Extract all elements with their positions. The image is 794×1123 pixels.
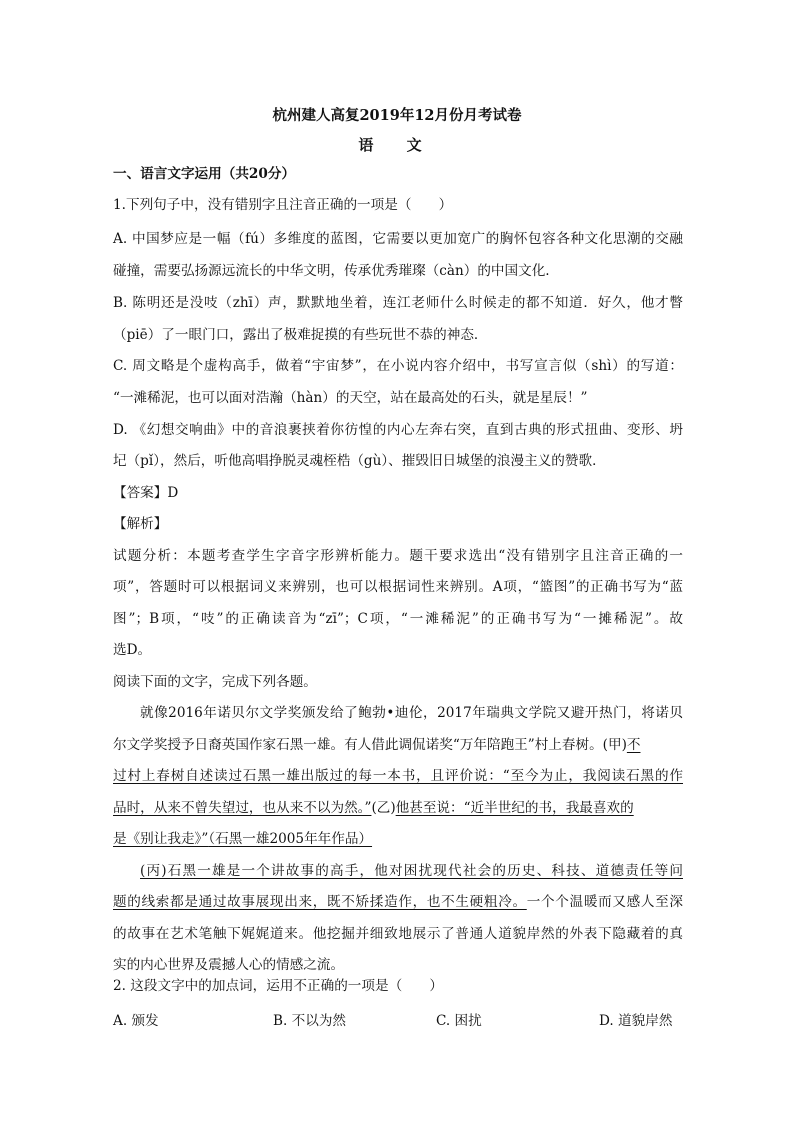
question-1-stem: 1.下列句子中，没有错别字且注音正确的一项是（ ） [113, 197, 453, 213]
q1-option-d-line2: 圮（pǐ），然后，听他高唱挣脱灵魂桎梏（gù）、摧毁旧日城堡的浪漫主义的赞歌． [113, 453, 606, 469]
passage-p1-line2-text: 尔文学奖授予日裔英国作家石黑一雄。有人借此调侃诺奖“万年陪跑王”村上春树。(甲) [113, 737, 627, 753]
q2-option-c: C. 困扰 [436, 1013, 482, 1029]
page-title: 杭州建人高复2019年12月份月考试卷 [272, 107, 522, 124]
section-heading: 一、语言文字运用（共20分） [113, 166, 296, 182]
q1-option-c-line1: C. 周文略是个虚构高手，做着“宇宙梦”，在小说内容介绍中，书写宣言似（shì）的写道： [113, 358, 683, 374]
passage-p2-line2-text: 一个个温暖而又感人至深 [526, 894, 684, 910]
analysis-line2: 项”，答题时可以根据词义来辨别，也可以根据词性来辨别。A项，“篮图”的正确书写为“蓝 [113, 579, 683, 595]
question-2-stem: 2. 这段文字中的加点词，运用不正确的一项是（ ） [113, 978, 443, 994]
analysis-line1: 试题分析：本题考查学生字音字形辨析能力。题干要求选出“没有错别字且注音正确的一 [113, 548, 683, 564]
passage-p1-line4-part1: 品时，从来不曾失望过，也从来不以为然。” [113, 800, 372, 816]
passage-p1-line1: 就像2016年诺贝尔文学奖颁发给了鲍勃•迪伦，2017年瑞典文学院又避开热门，将诺贝 [140, 705, 683, 721]
q2-option-b: B. 不以为然 [273, 1013, 347, 1029]
passage-p1-line5-part1: 是《别让我走》” [113, 831, 209, 847]
passage-p2-line1: (丙)石黑一雄是一个讲故事的高手，他对困扰现代社会的历史、科技、道德责任等问 [140, 863, 683, 879]
q1-option-a-line2: 碰撞，需要弘扬源远流长的中华文明，传承优秀璀璨（càn）的中国文化. [113, 263, 550, 279]
analysis-line3: 图”；B项，“吱”的正确读音为“zī”；C项，“一滩稀泥”的正确书写为“一摊稀泥”。故 [113, 611, 683, 627]
passage-p2-line2-underlined: 题的线索都是通过故事展现出来，既不矫揉造作，也不生硬粗冷。 [113, 894, 527, 910]
q2-option-d: D. 道貌岸然 [599, 1013, 673, 1029]
q2-options [113, 1009, 693, 1029]
passage-p1-line3: 过村上春树自述读过石黑一雄出版过的每一本书，且评价说：“至今为止，我阅读石黑的作 [113, 768, 683, 784]
q1-option-d-line1: D. 《幻想交响曲》中的音浪裹挟着你彷惶的内心左奔右突，直到古典的形式扭曲、变形、坍 [113, 422, 683, 438]
passage-p2-line3: 的故事在艺术笔触下娓娓道来。他挖掘并细致地展示了普通人道貌岸然的外表下隐藏着的真 [113, 926, 683, 942]
passage-p1-line4-part2: 他甚至说：“近半世纪的书，我最喜欢的 [395, 800, 634, 816]
q1-option-c-line2: “一滩稀泥，也可以面对浩瀚（hàn）的天空，站在最高处的石头，就是星辰！” [113, 390, 588, 406]
reading-instruction: 阅读下面的文字，完成下列各题。 [113, 674, 317, 690]
passage-p1-line2 [113, 736, 683, 754]
passage-p2-line4: 实的内心世界及震撼人心的情感之流。 [113, 957, 345, 973]
subject-heading: 语 文 [358, 136, 436, 154]
passage-p1-line2-underlined: 不 [626, 737, 641, 753]
q2-option-a: A. 颁发 [113, 1013, 159, 1029]
passage-p1-line5-part2: （石黑一雄2005年年作品） [208, 831, 373, 847]
passage-p1-line5 [113, 830, 683, 848]
passage-p1-line4 [113, 799, 683, 817]
analysis-label: 【解析】 [113, 516, 168, 532]
q1-option-b-line2: （piē）了一眼门口，露出了极难捉摸的有些玩世不恭的神态． [113, 327, 488, 343]
q1-option-b-line1: B. 陈明还是没吱（zhī）声，默默地坐着，连江老师什么时候走的都不知道．好久，他才瞥 [113, 295, 683, 311]
passage-p2-line2 [113, 893, 683, 911]
q1-option-a-line1: A. 中国梦应是一幅（fú）多维度的蓝图，它需要以更加宽广的胸怀包容各种文化思潮的交融 [113, 231, 683, 247]
passage-p1-line4-marker: (乙) [371, 800, 396, 816]
analysis-line4: 选D。 [113, 642, 152, 658]
answer-label: 【答案】D [113, 485, 179, 501]
